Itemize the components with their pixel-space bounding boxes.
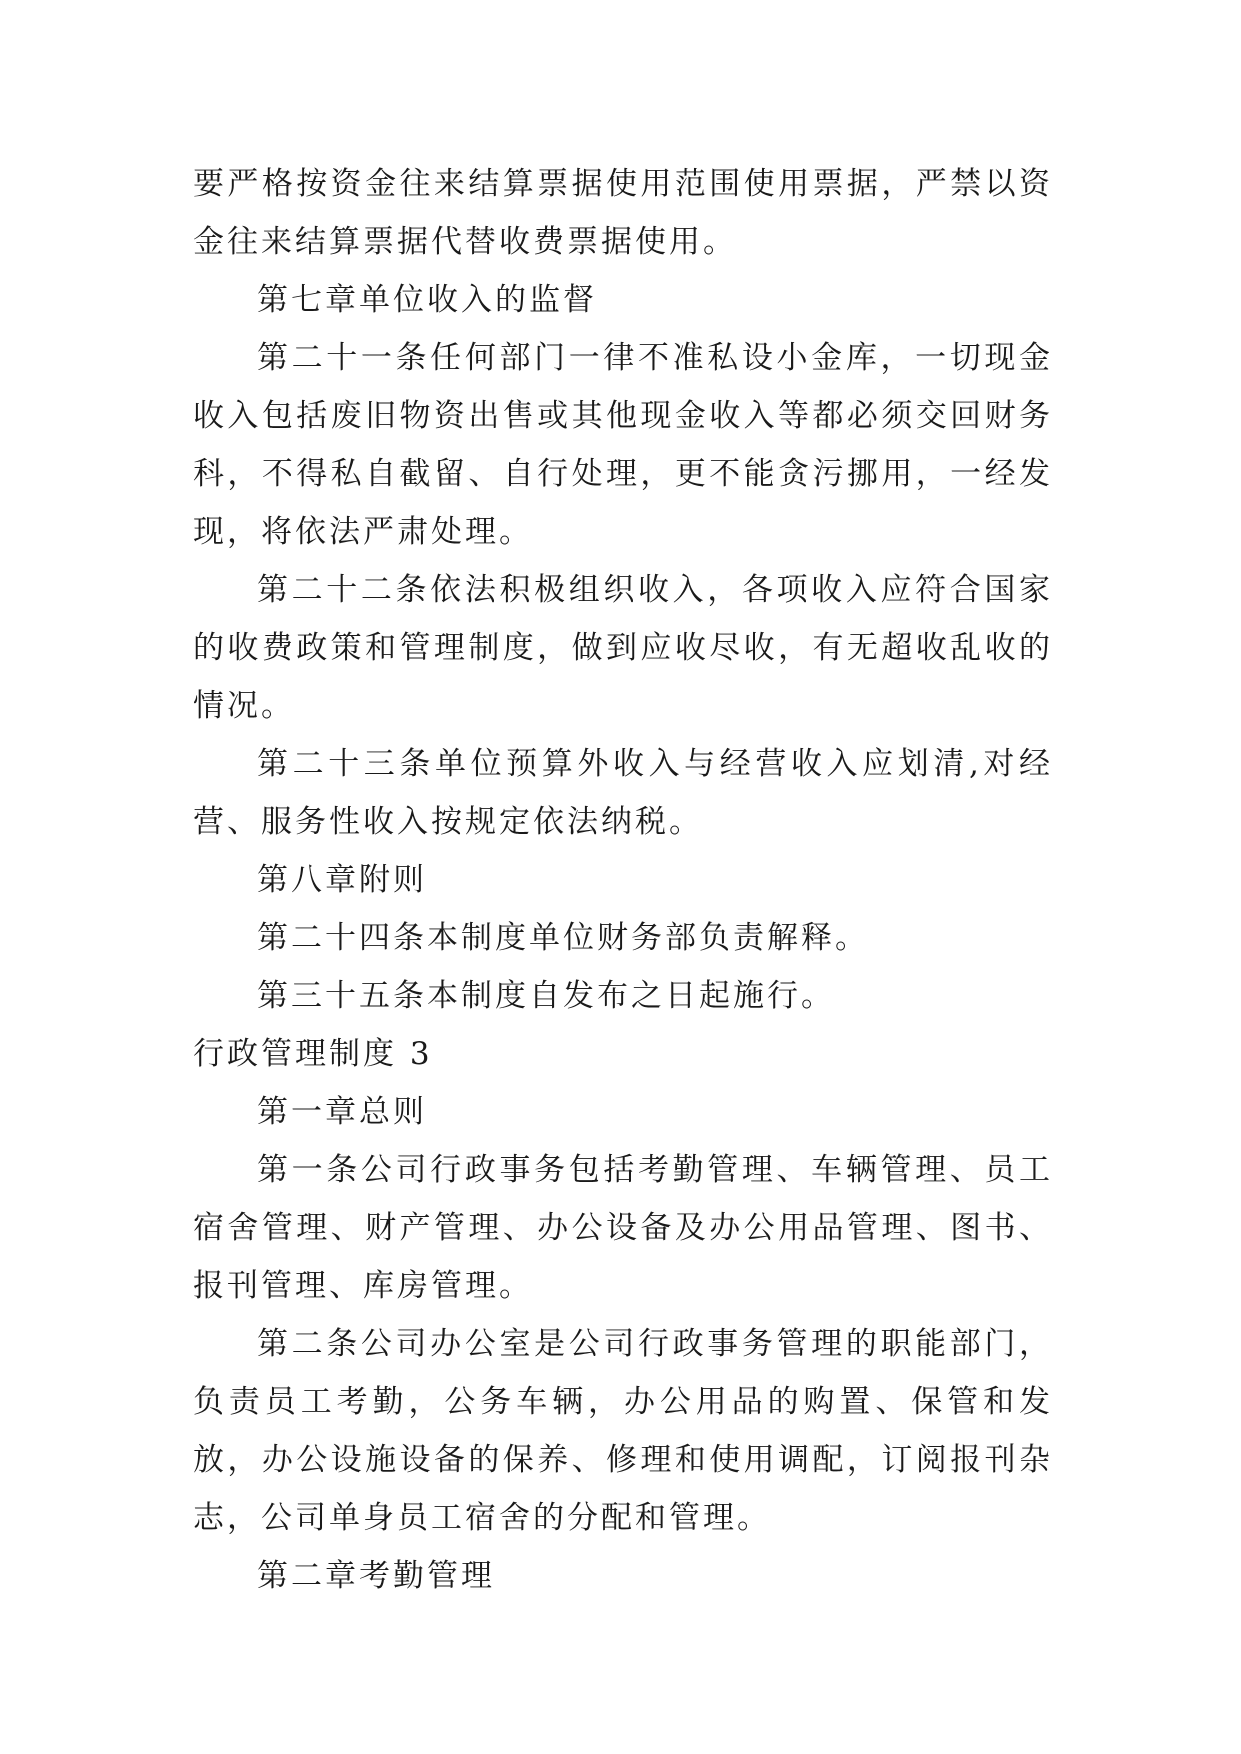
chapter-heading: 第一章总则 bbox=[257, 1094, 427, 1130]
paragraph: 第三十五条本制度自发布之日起施行。 bbox=[257, 978, 835, 1014]
document-body bbox=[193, 155, 1053, 1605]
section-title: 行政管理制度 3 bbox=[193, 1036, 433, 1072]
paragraph: 第二十三条单位预算外收入与经营收入应划清,对经营、服务性收入按规定依法纳税。 bbox=[193, 746, 1053, 840]
chapter-heading: 第二章考勤管理 bbox=[257, 1558, 495, 1594]
chapter-heading: 第七章单位收入的监督 bbox=[257, 282, 597, 318]
chapter-heading: 第八章附则 bbox=[257, 862, 427, 898]
paragraph: 第二条公司办公室是公司行政事务管理的职能部门，负责员工考勤，公务车辆，办公用品的购置、保管和发放，办公设施设备的保养、修理和使用调配，订阅报刊杂志，公司单身员工宿舍的分配和管理。 bbox=[193, 1326, 1053, 1536]
paragraph: 第二十一条任何部门一律不准私设小金库，一切现金收入包括废旧物资出售或其他现金收入等都必须交回财务科，不得私自截留、自行处理，更不能贪污挪用，一经发现，将依法严肃处理。 bbox=[193, 340, 1053, 550]
paragraph: 第二十四条本制度单位财务部负责解释。 bbox=[257, 920, 869, 956]
paragraph: 第一条公司行政事务包括考勤管理、车辆管理、员工宿舍管理、财产管理、办公设备及办公用品管理、图书、报刊管理、库房管理。 bbox=[193, 1152, 1053, 1304]
paragraph: 要严格按资金往来结算票据使用范围使用票据，严禁以资金往来结算票据代替收费票据使用。 bbox=[193, 166, 1053, 260]
paragraph: 第二十二条依法积极组织收入，各项收入应符合国家的收费政策和管理制度，做到应收尽收，有无超收乱收的情况。 bbox=[193, 572, 1053, 724]
